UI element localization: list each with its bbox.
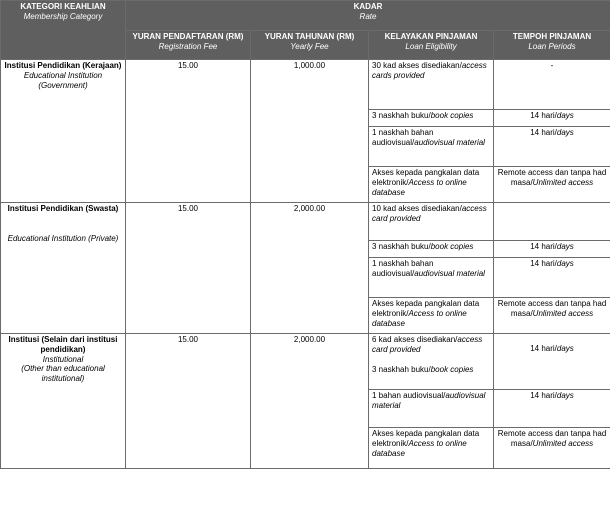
category-title-en: Educational Institution (Private) [7, 233, 119, 243]
loan-period-cell [494, 167, 610, 203]
loan-eligibility-cell [369, 127, 494, 167]
eligibility-ms: 6 kad akses disediakan/ [372, 335, 458, 344]
period-en: days [556, 242, 574, 251]
registration-fee-header-ms: YURAN PENDAFTARAN (RM) [132, 32, 244, 41]
loan-period-cell [494, 241, 610, 258]
eligibility-ms: Akses kepada pangkalan data elektronik/ [372, 299, 480, 318]
period-ms: - [550, 61, 554, 70]
loan-eligibility-cell [369, 390, 494, 428]
eligibility-en: audiovisual material [414, 268, 485, 278]
rate-header-en: Rate [359, 11, 377, 21]
loan-eligibility-header-ms: KELAYAKAN PINJAMAN [384, 32, 478, 41]
eligibility-ms: 10 kad akses disediakan/ [372, 204, 462, 213]
table-row [1, 203, 610, 241]
loan-eligibility-cell [369, 428, 494, 469]
eligibility-en-2: book copies [430, 364, 474, 374]
eligibility-ms: 3 naskhah buku/ [372, 242, 431, 251]
eligibility-en: access card provided [372, 204, 487, 223]
loan-period-cell [494, 203, 610, 241]
yearly-fee-cell: 2,000.00 [251, 334, 369, 469]
eligibility-en: Access to online database [372, 438, 467, 458]
period-ms: Remote access dan tanpa had masa/ [497, 429, 607, 448]
eligibility-en: Access to online database [372, 177, 467, 197]
period-en: days [556, 128, 574, 137]
eligibility-ms: Akses kepada pangkalan data elektronik/ [372, 429, 480, 448]
period-en: days [556, 391, 574, 400]
category-government [1, 60, 126, 203]
eligibility-en: book copies [430, 111, 474, 120]
loan-period-header-ms: TEMPOH PINJAMAN [512, 32, 592, 41]
eligibility-ms: 1 bahan audiovisual/ [372, 391, 446, 400]
registration-fee-cell: 15.00 [126, 334, 251, 469]
eligibility-spacer [372, 355, 490, 365]
table-row [1, 334, 610, 390]
category-institutional [1, 334, 126, 469]
category-title-en-1: Institutional [42, 354, 84, 364]
registration-fee-header-en: Registration Fee [158, 41, 218, 51]
period-spacer [497, 335, 607, 344]
period-ms: Remote access dan tanpa had masa/ [497, 168, 607, 187]
eligibility-en: Access to online database [372, 308, 467, 328]
loan-eligibility-cell [369, 241, 494, 258]
loan-eligibility-cell [369, 110, 494, 127]
membership-category-header-en: Membership Category [23, 11, 103, 21]
period-ms: Remote access dan tanpa had masa/ [497, 299, 607, 318]
loan-eligibility-cell [369, 258, 494, 298]
eligibility-en: book copies [430, 242, 474, 251]
loan-period-cell [494, 298, 610, 334]
loan-eligibility-cell [369, 167, 494, 203]
loan-period-cell [494, 428, 610, 469]
loan-period-cell [494, 127, 610, 167]
period-en: Unlimited access [532, 177, 594, 187]
eligibility-ms: 3 naskhah buku/ [372, 111, 431, 120]
category-private [1, 203, 126, 334]
yearly-fee-header [251, 31, 369, 60]
loan-eligibility-cell [369, 203, 494, 241]
eligibility-ms: 1 naskhah bahan audiovisual/ [372, 128, 434, 147]
yearly-fee-header-en: Yearly Fee [290, 41, 329, 51]
yearly-fee-cell: 1,000.00 [251, 60, 369, 203]
yearly-fee-header-ms: YURAN TAHUNAN (RM) [264, 32, 355, 41]
loan-period-cell [494, 334, 610, 390]
registration-fee-header [126, 31, 251, 60]
registration-fee-cell: 15.00 [126, 60, 251, 203]
rate-header [126, 1, 610, 31]
period-ms: 14 hari/ [530, 128, 557, 137]
period-en: days [556, 259, 574, 268]
loan-period-cell [494, 390, 610, 428]
loan-eligibility-cell [369, 334, 494, 390]
eligibility-ms: 1 naskhah bahan audiovisual/ [372, 259, 434, 278]
eligibility-ms: Akses kepada pangkalan data elektronik/ [372, 168, 480, 187]
period-ms: 14 hari/ [530, 242, 557, 251]
loan-period-cell [494, 60, 610, 110]
category-title-ms: Institusi Pendidikan (Kerajaan) [4, 61, 122, 70]
loan-eligibility-header-en: Loan Eligibility [405, 41, 457, 51]
category-title-en: Educational Institution (Government) [23, 70, 103, 90]
yearly-fee-cell: 2,000.00 [251, 203, 369, 334]
membership-category-header-ms: KATEGORI KEAHLIAN [20, 2, 106, 11]
eligibility-en: access card provided [372, 335, 483, 354]
loan-eligibility-cell [369, 298, 494, 334]
category-title-en-2: (Other than educational institutional) [21, 364, 105, 383]
loan-eligibility-cell [369, 60, 494, 110]
membership-category-header [1, 1, 126, 60]
header-row-1 [1, 1, 610, 31]
eligibility-en: audiovisual material [372, 391, 486, 410]
loan-period-cell [494, 110, 610, 127]
eligibility-en: audiovisual material [414, 137, 485, 147]
eligibility-en: access cards provided [372, 61, 487, 80]
eligibility-ms-2: 3 naskhah buku/ [372, 364, 431, 374]
category-spacer [4, 214, 122, 234]
eligibility-ms: 30 kad akses disediakan/ [372, 61, 462, 70]
category-title-ms: Institusi Pendidikan (Swasta) [7, 204, 119, 213]
period-en: days [556, 111, 574, 120]
period-ms: 14 hari/ [530, 344, 557, 353]
period-en: Unlimited access [532, 438, 594, 448]
period-ms: 14 hari/ [530, 391, 557, 400]
period-en: Unlimited access [532, 308, 594, 318]
table-row [1, 60, 610, 110]
registration-fee-cell: 15.00 [126, 203, 251, 334]
loan-eligibility-header [369, 31, 494, 60]
period-ms: 14 hari/ [530, 111, 557, 120]
rate-header-ms: KADAR [353, 2, 383, 11]
period-en: days [556, 344, 574, 353]
loan-period-cell [494, 258, 610, 298]
period-ms: 14 hari/ [530, 259, 557, 268]
loan-period-header [494, 31, 610, 60]
category-title-ms: Institusi (Selain dari institusi pendidikan) [8, 335, 118, 354]
loan-period-header-en: Loan Periods [528, 41, 576, 51]
